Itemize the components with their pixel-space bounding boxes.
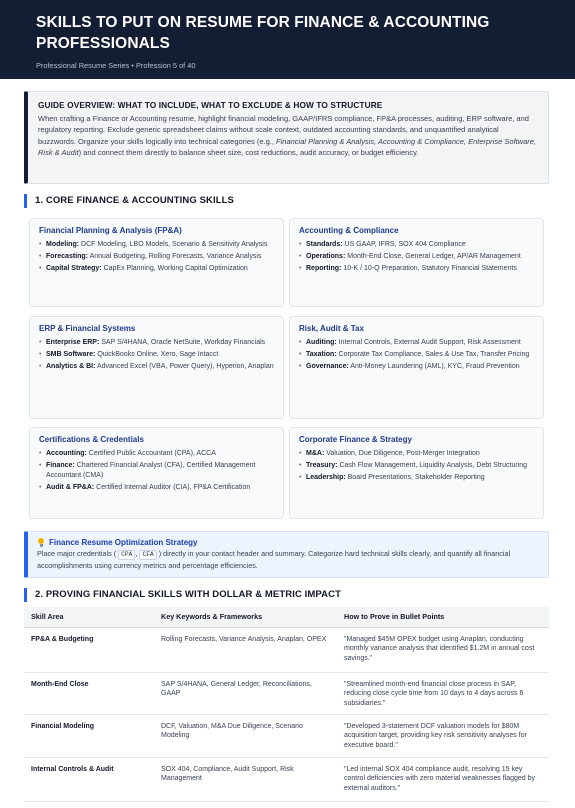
list-item: • Treasury: Cash Flow Management, Liquidity Analysis, Debt Structuring <box>299 461 535 471</box>
card-title: Certifications & Credentials <box>39 435 144 444</box>
column-header-skill-area: Skill Area <box>24 607 154 627</box>
list-item: • Governance: Anti-Money Laundering (AML), KYC, Fraud Prevention <box>299 362 535 372</box>
impact-table <box>24 607 549 802</box>
list-item: • Finance: Chartered Financial Analyst (CFA), Certified Management Accountant (CMA) <box>39 461 275 481</box>
skill-card-fpa <box>29 218 284 307</box>
list-item: • Accounting: Certified Public Accountant (CPA), ACCA <box>39 449 275 459</box>
table-cell: FP&A & Budgeting <box>24 627 154 672</box>
skill-card-certifications <box>29 427 284 519</box>
table-row <box>24 672 549 714</box>
card-title: Financial Planning & Analysis (FP&A) <box>39 226 182 235</box>
tip-text: Place major credentials ( CPA , CFA ) directly in your contact header and summary. Categorize hard technical skills clearly, and quantify all financial accomplishments using currency metrics and percentage efficiencies. <box>37 549 511 570</box>
table-header-row <box>24 607 549 627</box>
section-title-impact: 2. PROVING FINANCIAL SKILLS WITH DOLLAR & METRIC IMPACT <box>24 588 341 602</box>
table-row <box>24 627 549 672</box>
table-cell: Internal Controls & Audit <box>24 757 154 801</box>
list-item: • Taxation: Corporate Tax Compliance, Sales & Use Tax, Transfer Pricing <box>299 350 535 360</box>
column-header-how-to-prove: How to Prove in Bullet Points <box>337 607 549 627</box>
overview-text-before: When crafting a Finance or Accounting resume, highlight financial modeling, GAAP/IFRS compliance, FP&A processes, auditing, ERP software, and regulatory reporting. Exclude generic spreadsheet claims without scale context, outdated accounting standards, and unquantified analytical buzzwords. Organize your skills logically into technical categories (e.g., <box>38 114 529 146</box>
list-item: • Audit & FP&A: Certified Internal Auditor (CIA), FP&A Certification <box>39 483 275 493</box>
skill-card-erp <box>29 316 284 419</box>
table-cell: Month-End Close <box>24 672 154 714</box>
page-title <box>36 12 551 54</box>
card-title: Corporate Finance & Strategy <box>299 435 412 444</box>
list-item: • Modeling: DCF Modeling, LBO Models, Scenario & Sensitivity Analysis <box>39 240 275 250</box>
section-title-core-skills: 1. CORE FINANCE & ACCOUNTING SKILLS <box>24 194 234 208</box>
card-title: Accounting & Compliance <box>299 226 399 235</box>
skill-card-corporate-finance <box>289 427 544 519</box>
list-item: • Forecasting: Annual Budgeting, Rolling Forecasts, Variance Analysis <box>39 252 275 262</box>
credential-chip-cfa: CFA <box>139 550 156 560</box>
guide-overview-box <box>24 91 549 184</box>
list-item: • SMB Software: QuickBooks Online, Xero, Sage Intacct <box>39 350 275 360</box>
page-title-line1: SKILLS TO PUT ON RESUME FOR FINANCE & ACCOUNTING <box>36 14 490 31</box>
column-header-keywords: Key Keywords & Frameworks <box>154 607 337 627</box>
table-cell: Rolling Forecasts, Variance Analysis, Anaplan, OPEX <box>154 627 337 672</box>
page-header <box>0 0 575 79</box>
lightbulb-icon <box>37 538 45 547</box>
overview-text <box>38 113 538 158</box>
list-item: • Leadership: Board Presentations, Stakeholder Reporting <box>299 473 535 483</box>
overview-title: GUIDE OVERVIEW: WHAT TO INCLUDE, WHAT TO EXCLUDE & HOW TO STRUCTURE <box>38 100 383 110</box>
table-row <box>24 757 549 801</box>
list-item: • Reporting: 10-K / 10-Q Preparation, Statutory Financial Statements <box>299 264 535 274</box>
optimization-tip-box <box>24 531 549 578</box>
list-item: • Capital Strategy: CapEx Planning, Working Capital Optimization <box>39 264 275 274</box>
list-item: • Enterprise ERP: SAP S/4HANA, Oracle NetSuite, Workday Financials <box>39 338 275 348</box>
credential-chip-cpa: CPA <box>118 550 135 560</box>
table-row <box>24 714 549 757</box>
table-cell: SAP S/4HANA, General Ledger, Reconciliations, GAAP <box>154 672 337 714</box>
skill-card-risk <box>289 316 544 419</box>
list-item: • Operations: Month-End Close, General Ledger, AP/AR Management <box>299 252 535 262</box>
table-cell: Financial Modeling <box>24 714 154 757</box>
table-cell: "Developed 3-statement DCF valuation models for $80M acquisition target, providing key risk sensitivity analyses for executive board." <box>337 714 549 757</box>
card-title: ERP & Financial Systems <box>39 324 136 333</box>
table-cell: "Streamlined month-end financial close process in SAP, reducing close cycle time from 10 days to 4 days across 6 subsidiaries." <box>337 672 549 714</box>
table-cell: "Led internal SOX 404 compliance audit, resolving 15 key control deficiencies with zero material weaknesses flagged by external auditors." <box>337 757 549 801</box>
tip-title: Finance Resume Optimization Strategy <box>49 538 198 547</box>
table-cell: SOX 404, Compliance, Audit Support, Risk Management <box>154 757 337 801</box>
overview-text-italic: Financial Planning & Analysis, Accounting & Compliance, Enterprise Software, Risk & Audit <box>38 136 537 157</box>
list-item: • Auditing: Internal Controls, External Audit Support, Risk Assessment <box>299 338 535 348</box>
card-title: Risk, Audit & Tax <box>299 324 364 333</box>
page-title-line2: PROFESSIONALS <box>36 35 170 52</box>
table-cell: "Managed $45M OPEX budget using Anaplan, conducting monthly variance analysis that identified $1.2M in annual cost savings." <box>337 627 549 672</box>
table-cell: DCF, Valuation, M&A Due Diligence, Scenario Modeling <box>154 714 337 757</box>
list-item: • Analytics & BI: Advanced Excel (VBA, Power Query), Hyperion, Anaplan <box>39 362 275 372</box>
page-subtitle: Professional Resume Series • Profession 5 of 40 <box>36 61 196 70</box>
list-item: • M&A: Valuation, Due Diligence, Post-Merger Integration <box>299 449 535 459</box>
list-item: • Standards: US GAAP, IFRS, SOX 404 Compliance <box>299 240 535 250</box>
skill-card-accounting <box>289 218 544 307</box>
overview-text-after: ) and connect them directly to balance sheet size, cost reductions, audit accuracy, or budget efficiency. <box>78 147 419 157</box>
